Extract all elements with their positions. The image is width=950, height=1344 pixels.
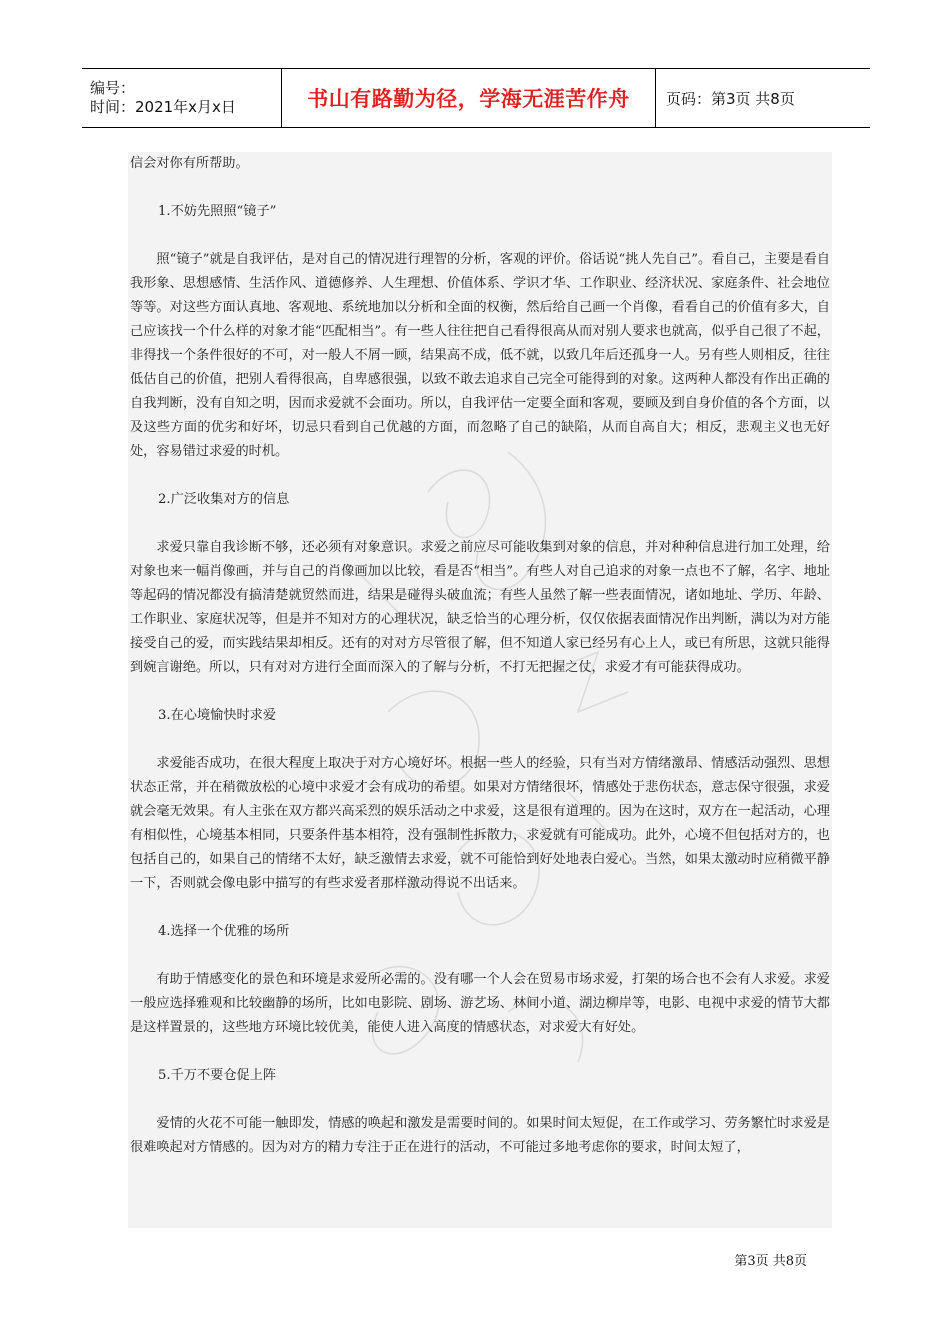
paragraph-2: 求爱只靠自我诊断不够，还必须有对象意识。求爱之前应尽可能收集到对象的信息，并对种种信息进行加工处理，给对象也来一幅肖像画，并与自己的肖像画加以比较，看是否“相当”。有些人对自己追求的对象一点也不了解，名字、地址等起码的情况都没有搞清楚就贸然而进，结果是碰得头破血流；有些人虽然了解一些表面情况，诸如地址、学历、年龄、工作职业、家庭状况等，但是并不知对方的心理状况，缺乏恰当的心理分析，仅仅依据表面情况作出判断，满以为对方能接受自己的爱，而实践结果却相反。还有的对对方尽管很了解，但不知道人家已经另有心上人，或已有所思，这就只能得到婉言谢绝。所以，只有对对方进行全面而深入的了解与分析，不打无把握之仗，求爱才有可能获得成功。 <box>130 540 830 675</box>
header-page-code <box>656 69 870 127</box>
header-meta <box>82 69 282 127</box>
section-heading-4: 4.选择一个优雅的场所 <box>158 924 290 939</box>
paragraph-intro: 信会对你有所帮助。 <box>130 156 249 171</box>
page-code-text: 页码：第3页 共8页 <box>666 89 795 108</box>
page-header <box>82 68 870 128</box>
paragraph-1: 照“镜子”就是自我评估，是对自己的情况进行理智的分析，客观的评价。俗话说“挑人先自己”。看自己，主要是看自我形象、思想感情、生活作风、道德修养、人生理想、价值体系、学识才华、工作职业、经济状况、家庭条件、社会地位等等。对这些方面认真地、客观地、系统地加以分析和全面的权衡，然后给自己画一个肖像，看看自己的价值有多大，自己应该找一个什么样的对象才能“匹配相当”。有一些人往往把自己看得很高从而对别人要求也就高，似乎自己很了不起，非得找一个条件很好的不可，对一般人不屑一顾，结果高不成，低不就，以致几年后还孤身一人。另有些人则相反，往往低估自己的价值，把别人看得很高，自卑感很强，以致不敢去追求自己完全可能得到的对象。这两种人都没有作出正确的自我判断，没有自知之明，因而求爱就不会面功。所以，自我评估一定要全面和客观，要顾及到自身价值的各个方面，以及这些方面的优劣和好坏，切忌只看到自己优越的方面，而忽略了自己的缺陷，从而自高自大；相反，悲观主义也无好处，容易错过求爱的时机。 <box>130 252 830 459</box>
body-text <box>128 152 832 1160</box>
section-heading-3: 3.在心境愉快时求爱 <box>158 708 277 723</box>
section-heading-2: 2.广泛收集对方的信息 <box>158 492 290 507</box>
paragraph-4: 有助于情感变化的景色和环境是求爱所必需的。没有哪一个人会在贸易市场求爱，打架的场合也不会有人求爱。求爱一般应选择雅观和比较幽静的场所，比如电影院、剧场、游艺场、林间小道、湖边柳岸等，电影、电视中求爱的情节大都是这样置景的，这些地方环境比较优美，能使人进入高度的情感状态，对求爱大有好处。 <box>130 972 830 1035</box>
document-body <box>128 152 832 1228</box>
paragraph-3: 求爱能否成功，在很大程度上取决于对方心境好坏。根据一些人的经验，只有当对方情绪激昂、情感活动强烈、思想状态正常，并在稍微放松的心境中求爱才会有成功的希望。如果对方情绪很坏，情感处于悲伤状态，意志保守很强，求爱就会毫无效果。有人主张在双方都兴高采烈的娱乐活动之中求爱，这是很有道理的。因为在这时，双方在一起活动，心理有相似性，心境基本相同，只要条件基本相符，没有强制性拆散力，求爱就有可能成功。此外，心境不但包括对方的，也包括自己的，如果自己的情绪不太好，缺乏激情去求爱，就不可能恰到好处地表白爱心。当然，如果太激动时应稍微平静一下，否则就会像电影中描写的有些求爱者那样激动得说不出话来。 <box>130 756 830 891</box>
section-heading-1: 1.不妨先照照“镜子” <box>158 204 277 219</box>
code-label: 编号： <box>90 79 136 97</box>
motto-text: 书山有路勤为径，学海无涯苦作舟 <box>307 87 630 111</box>
footer-page-number: 第3页 共8页 <box>734 1254 807 1269</box>
section-heading-5: 5.千万不要仓促上阵 <box>158 1068 277 1083</box>
time-line: 时间：2021年x月x日 <box>90 98 236 116</box>
header-motto <box>282 69 656 127</box>
paragraph-5: 爱情的火花不可能一触即发，情感的唤起和激发是需要时间的。如果时间太短促，在工作或学习、劳务繁忙时求爱是很难唤起对方情感的。因为对方的精力专注于正在进行的活动，不可能过多地考虑你的要求，时间太短了， <box>130 1116 830 1155</box>
page-footer <box>734 1250 807 1269</box>
